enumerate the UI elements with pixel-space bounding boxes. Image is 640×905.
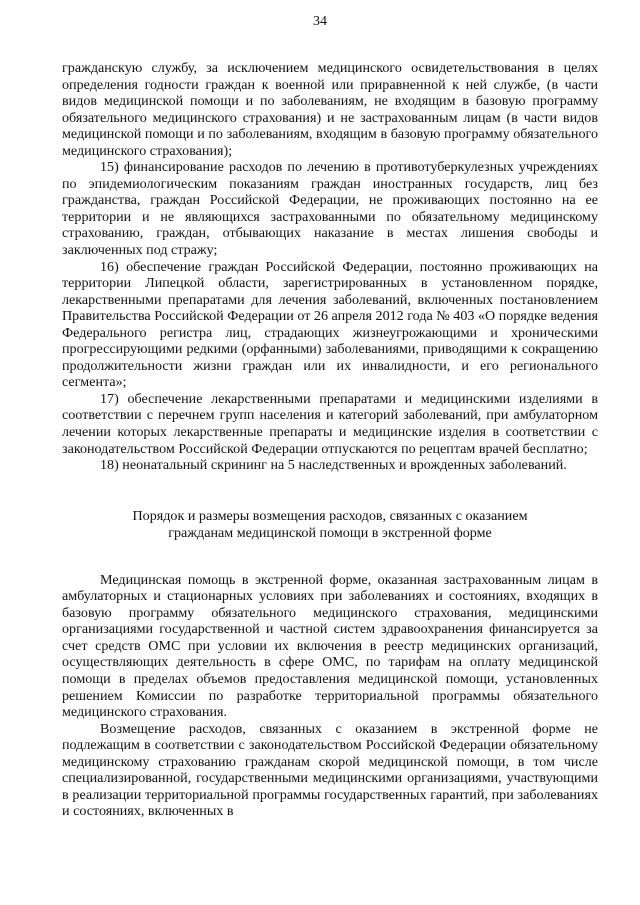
page-number: 34 [313, 14, 327, 29]
section-heading [62, 508, 598, 542]
list-item-15: 15) финансирование расходов по лечению в противотуберкулезных учреждениях по эпидемиологическим показаниям граждан иностранных государств, лиц без гражданства, граждан Российской Федерации, не проживающих постоянно на ее территории и не являющихся застрахованными по обязательному медицинскому страхованию, граждан, отбывающих наказание в местах лишения свободы и заключенных под стражу; [62, 159, 598, 259]
section-paragraph-2: Возмещение расходов, связанных с оказанием в экстренной форме не подлежащим в соответствии с законодательством Российской Федерации обязательному медицинскому страхованию гражданам скорой медицинской помощи, в том числе специализированной, государственными медицинскими организациями, участвующими в реализации территориальной программы государственных гарантий, при заболеваниях и состояниях, включенных в [62, 720, 598, 820]
list-item-16: 16) обеспечение граждан Российской Федерации, постоянно проживающих на территории Липецкой области, зарегистрированных в установленном порядке, лекарственными препаратами для лечения заболеваний, включенных постановлением Правительства Российской Федерации от 26 апреля 2012 года № 403 «О порядке ведения Федерального регистра лиц, страдающих жизнеугрожающими и хроническими прогрессирующими редкими (орфанными) заболеваниями, приводящими к сокращению продолжительности жизни граждан или их инвалидности, и его регионального сегмента»; [62, 258, 598, 391]
list-item-17: 17) обеспечение лекарственными препаратами и медицинскими изделиями в соответствии с перечнем групп населения и категорий заболеваний, при амбулаторном лечении которых лекарственные препараты и медицинские изделия в соответствии с законодательством Российской Федерации отпускаются по рецептам врачей бесплатно; [62, 390, 598, 457]
list-item-18: 18) неонатальный скрининг на 5 наследственных и врожденных заболеваний. [100, 457, 567, 474]
continued-paragraph: гражданскую службу, за исключением медицинского освидетельствования в целях определения годности граждан к военной или приравненной к ней службе, (в части видов медицинской помощи и по заболеваниям, не входящим в базовую программу обязательного медицинского страхования) и не застрахованным лицам (в части видов медицинской помощи и по заболеваниям, входящим в базовую программу обязательного медицинского страхования); [62, 60, 598, 159]
section-heading-line-2: гражданам медицинской помощи в экстренной форме [168, 524, 492, 541]
document-body [62, 60, 598, 820]
section-paragraph-1: Медицинская помощь в экстренной форме, оказанная застрахованным лицам в амбулаторных и стационарных условиях при заболеваниях и состояниях, входящих в базовую программу обязательного медицинского страхования, медицинскими организациями государственной и частной систем здравоохранения финансируется за счет средств ОМС при условии их включения в реестр медицинских организаций, осуществляющих деятельность в сфере ОМС, по тарифам на оплату медицинской помощи в пределах объемов предоставления медицинской помощи, установленных решением Комиссии по разработке территориальной программы обязательного медицинского страхования. [62, 571, 598, 721]
section-heading-line-1: Порядок и размеры возмещения расходов, связанных с оказанием [132, 507, 528, 524]
